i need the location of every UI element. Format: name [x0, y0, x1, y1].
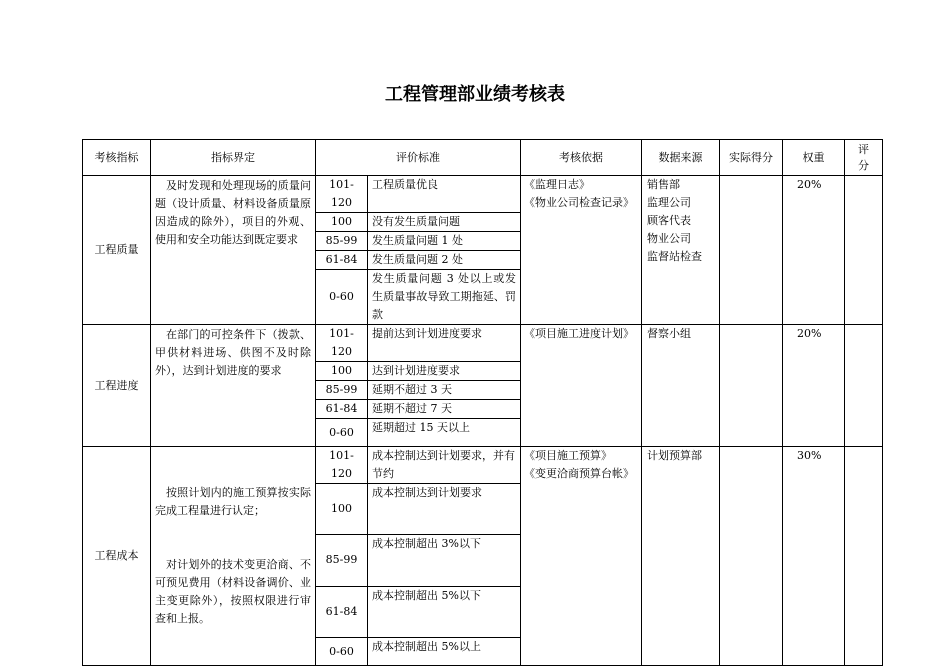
score-range: 0-60: [316, 270, 368, 325]
header-rating-line2: 分: [858, 158, 869, 172]
standard-cell: 发生质量问题 3 处以上或发生质量事故导致工期拖延、罚款: [368, 270, 521, 325]
header-row: [83, 140, 883, 176]
basis-item: 《监理日志》: [524, 178, 590, 191]
rating-cell[interactable]: [845, 176, 883, 325]
basis-cell: [521, 176, 642, 325]
basis-cell: [521, 325, 642, 447]
score-range: [316, 325, 368, 362]
header-rating: [845, 140, 883, 176]
standard-cell: 没有发生质量问题: [368, 213, 521, 232]
source-cell: [642, 176, 720, 325]
source-item: 监理公司: [647, 196, 691, 209]
standard-cell: 延期不超过 3 天: [368, 381, 521, 400]
rating-cell[interactable]: [845, 325, 883, 447]
score-range-text: 101-120: [329, 327, 354, 358]
definition-text: 在部门的可控条件下（拨款、甲供材料进场、供图不及时除外），达到计划进度的要求: [155, 328, 311, 377]
table-row: [83, 325, 883, 362]
score-range: 100: [316, 362, 368, 381]
rating-cell[interactable]: [845, 447, 883, 666]
indicator-cell: 工程进度: [83, 325, 151, 447]
basis-item: 《项目施工预算》: [524, 449, 612, 462]
table-row: [83, 176, 883, 213]
basis-item: 《变更洽商预算台帐》: [524, 467, 634, 480]
score-range: 0-60: [316, 419, 368, 447]
score-range-text: 101-120: [329, 449, 354, 480]
header-rating-line1: 评: [858, 142, 869, 156]
definition-text: 对计划外的技术变更洽商、不可预见费用（材料设备调价、业主变更除外），按照权限进行审查和上报。: [155, 558, 311, 625]
definition-text: 按照计划内的施工预算按实际完成工程量进行认定；: [155, 486, 311, 517]
weight-cell: 30%: [783, 447, 845, 666]
definition-cell: [151, 447, 316, 666]
source-cell: [642, 447, 720, 666]
header-indicator: 考核指标: [83, 140, 151, 176]
basis-item: 《物业公司检查记录》: [524, 196, 634, 209]
score-range: 61-84: [316, 400, 368, 419]
weight-cell: 20%: [783, 325, 845, 447]
source-item: 督察小组: [647, 327, 691, 340]
standard-cell: 延期超过 15 天以上: [368, 419, 521, 447]
standard-cell: 成本控制超出 5%以下: [368, 586, 521, 637]
standard-cell: 发生质量问题 1 处: [368, 232, 521, 251]
actual-score-cell[interactable]: [720, 447, 783, 666]
table-row: [83, 447, 883, 484]
header-weight: 权重: [783, 140, 845, 176]
score-range: 85-99: [316, 232, 368, 251]
score-range: 61-84: [316, 251, 368, 270]
source-item: 销售部: [647, 178, 680, 191]
score-range: 0-60: [316, 638, 368, 666]
standard-cell: 成本控制超出 3%以下: [368, 535, 521, 586]
header-standard: 评价标准: [316, 140, 521, 176]
page-title: 工程管理部业绩考核表: [385, 84, 565, 105]
source-item: 监督站检查: [647, 250, 702, 263]
standard-cell: 提前达到计划进度要求: [368, 325, 521, 362]
score-range-text: 101-120: [329, 178, 354, 209]
standard-cell: 成本控制超出 5%以上: [368, 638, 521, 666]
header-definition: 指标界定: [151, 140, 316, 176]
standard-cell: 工程质量优良: [368, 176, 521, 213]
standard-cell: 成本控制达到计划要求，并有节约: [368, 447, 521, 484]
score-range: [316, 447, 368, 484]
definition-cell: [151, 176, 316, 325]
header-actual: 实际得分: [720, 140, 783, 176]
source-item: 计划预算部: [647, 449, 702, 462]
basis-cell: [521, 447, 642, 666]
standard-cell: 发生质量问题 2 处: [368, 251, 521, 270]
indicator-cell: 工程成本: [83, 447, 151, 666]
definition-text: 及时发现和处理现场的质量问题（设计质量、材料设备质量原因造成的除外），项目的外观、使用和安全功能达到既定要求: [155, 179, 311, 246]
score-range: 85-99: [316, 535, 368, 586]
source-cell: [642, 325, 720, 447]
indicator-cell: 工程质量: [83, 176, 151, 325]
weight-cell: 20%: [783, 176, 845, 325]
source-item: 顾客代表: [647, 214, 691, 227]
actual-score-cell[interactable]: [720, 176, 783, 325]
source-item: 物业公司: [647, 232, 691, 245]
score-range: 100: [316, 213, 368, 232]
standard-cell: 成本控制达到计划要求: [368, 484, 521, 535]
performance-table: [82, 139, 883, 666]
score-range: 100: [316, 484, 368, 535]
header-basis: 考核依据: [521, 140, 642, 176]
basis-item: 《项目施工进度计划》: [524, 327, 634, 340]
header-source: 数据来源: [642, 140, 720, 176]
standard-cell: 达到计划进度要求: [368, 362, 521, 381]
score-range: 61-84: [316, 586, 368, 637]
score-range: 85-99: [316, 381, 368, 400]
score-range: [316, 176, 368, 213]
standard-cell: 延期不超过 7 天: [368, 400, 521, 419]
definition-cell: [151, 325, 316, 447]
actual-score-cell[interactable]: [720, 325, 783, 447]
